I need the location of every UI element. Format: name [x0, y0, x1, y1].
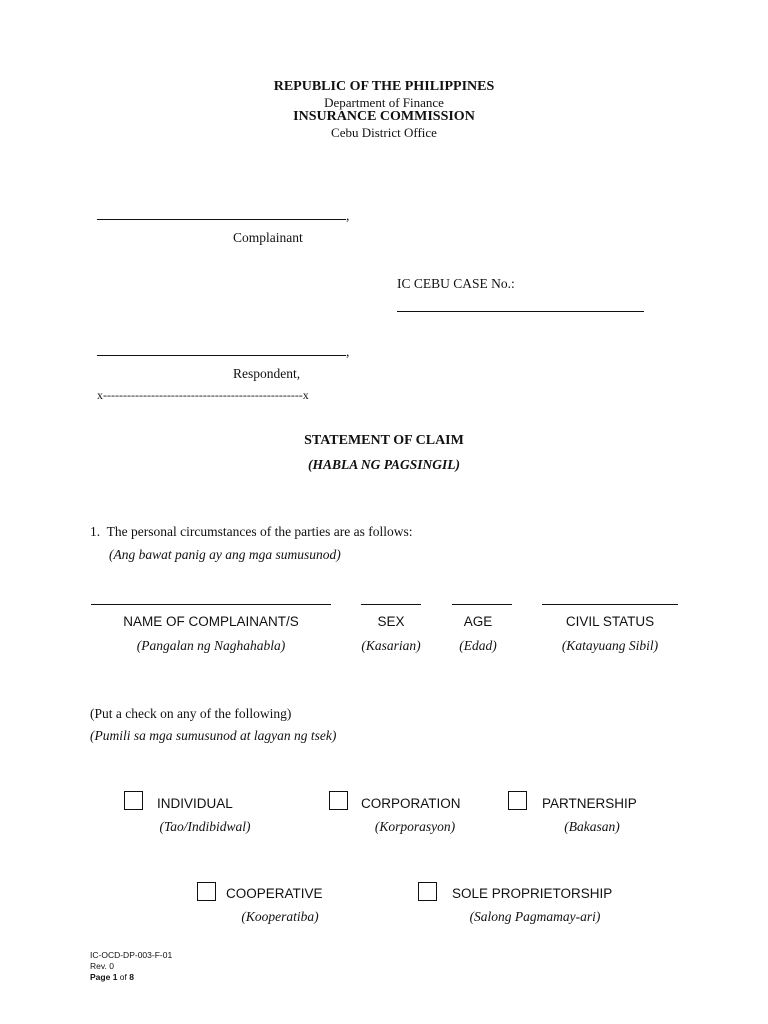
header-republic: REPUBLIC OF THE PHILIPPINES: [273, 79, 495, 94]
column-age-sub: (Edad): [459, 638, 497, 653]
partnership-sub: (Bakasan): [564, 819, 620, 834]
page-prefix: Page: [90, 972, 113, 982]
header-commission: INSURANCE COMMISSION: [293, 109, 475, 124]
header-department: Department of Finance: [324, 95, 444, 110]
column-sex-sub: (Kasarian): [361, 638, 421, 653]
individual-sub: (Tao/Indibidwal): [159, 819, 251, 834]
complainant-label: Complainant: [233, 230, 303, 245]
document-subtitle: (HABLA NG PAGSINGIL): [307, 457, 460, 472]
item1-subtext: (Ang bawat panig ay ang mga sumusunod): [109, 547, 341, 562]
column-name-label: NAME OF COMPLAINANT/S: [123, 614, 299, 629]
column-name: [91, 614, 331, 654]
corporation-label: CORPORATION: [361, 796, 461, 811]
respondent-name-line[interactable]: [97, 355, 346, 356]
cooperative-sub: (Kooperatiba): [241, 909, 319, 924]
civil-status-line[interactable]: [542, 604, 678, 605]
page-of: of: [117, 972, 130, 982]
partnership-label: PARTNERSHIP: [542, 796, 637, 811]
form-code: IC-OCD-DP-003-F-01: [90, 950, 173, 960]
form-footer: [90, 950, 172, 983]
case-number-line[interactable]: [397, 311, 644, 312]
corporation-sub: (Korporasyon): [374, 819, 456, 834]
name-of-complainant-line[interactable]: [91, 604, 331, 605]
corporation-checkbox[interactable]: [329, 791, 348, 810]
column-name-sub: (Pangalan ng Naghahabla): [136, 638, 286, 653]
individual-checkbox[interactable]: [124, 791, 143, 810]
form-revision: Rev. 0: [90, 961, 114, 971]
column-civil-status: [542, 614, 678, 654]
column-age: [442, 614, 514, 654]
page-indicator: [90, 972, 172, 983]
column-civil-status-sub: (Katayuang Sibil): [561, 638, 659, 653]
complainant-comma: ,: [346, 208, 350, 223]
page-current: 1: [112, 972, 118, 982]
column-sex-label: SEX: [377, 614, 405, 629]
check-instruction-sub: (Pumili sa mga sumusunod at lagyan ng tsek): [90, 728, 337, 743]
cooperative-label: COOPERATIVE: [226, 886, 323, 901]
case-number-label: IC CEBU CASE No.:: [397, 276, 515, 291]
respondent-label: Respondent,: [233, 366, 301, 381]
complainant-name-line[interactable]: [97, 219, 346, 220]
column-age-label: AGE: [463, 614, 493, 629]
partnership-checkbox[interactable]: [508, 791, 527, 810]
header-office: Cebu District Office: [331, 125, 437, 140]
cooperative-checkbox[interactable]: [197, 882, 216, 901]
age-line[interactable]: [452, 604, 512, 605]
page-total: 8: [129, 972, 134, 982]
check-instruction: (Put a check on any of the following): [90, 706, 292, 721]
respondent-comma: ,: [346, 344, 350, 359]
individual-label: INDIVIDUAL: [157, 796, 233, 811]
caption-separator: x--------------------------------------------------x: [97, 388, 309, 402]
document-title: STATEMENT OF CLAIM: [304, 433, 464, 448]
sex-line[interactable]: [361, 604, 421, 605]
column-civil-status-label: CIVIL STATUS: [565, 614, 655, 629]
sole-proprietorship-sub: (Salong Pagmamay-ari): [469, 909, 601, 924]
item1-text: 1. The personal circumstances of the parties are as follows:: [90, 524, 413, 539]
sole-proprietorship-label: SOLE PROPRIETORSHIP: [452, 886, 613, 901]
column-sex: [355, 614, 427, 654]
sole-proprietorship-checkbox[interactable]: [418, 882, 437, 901]
